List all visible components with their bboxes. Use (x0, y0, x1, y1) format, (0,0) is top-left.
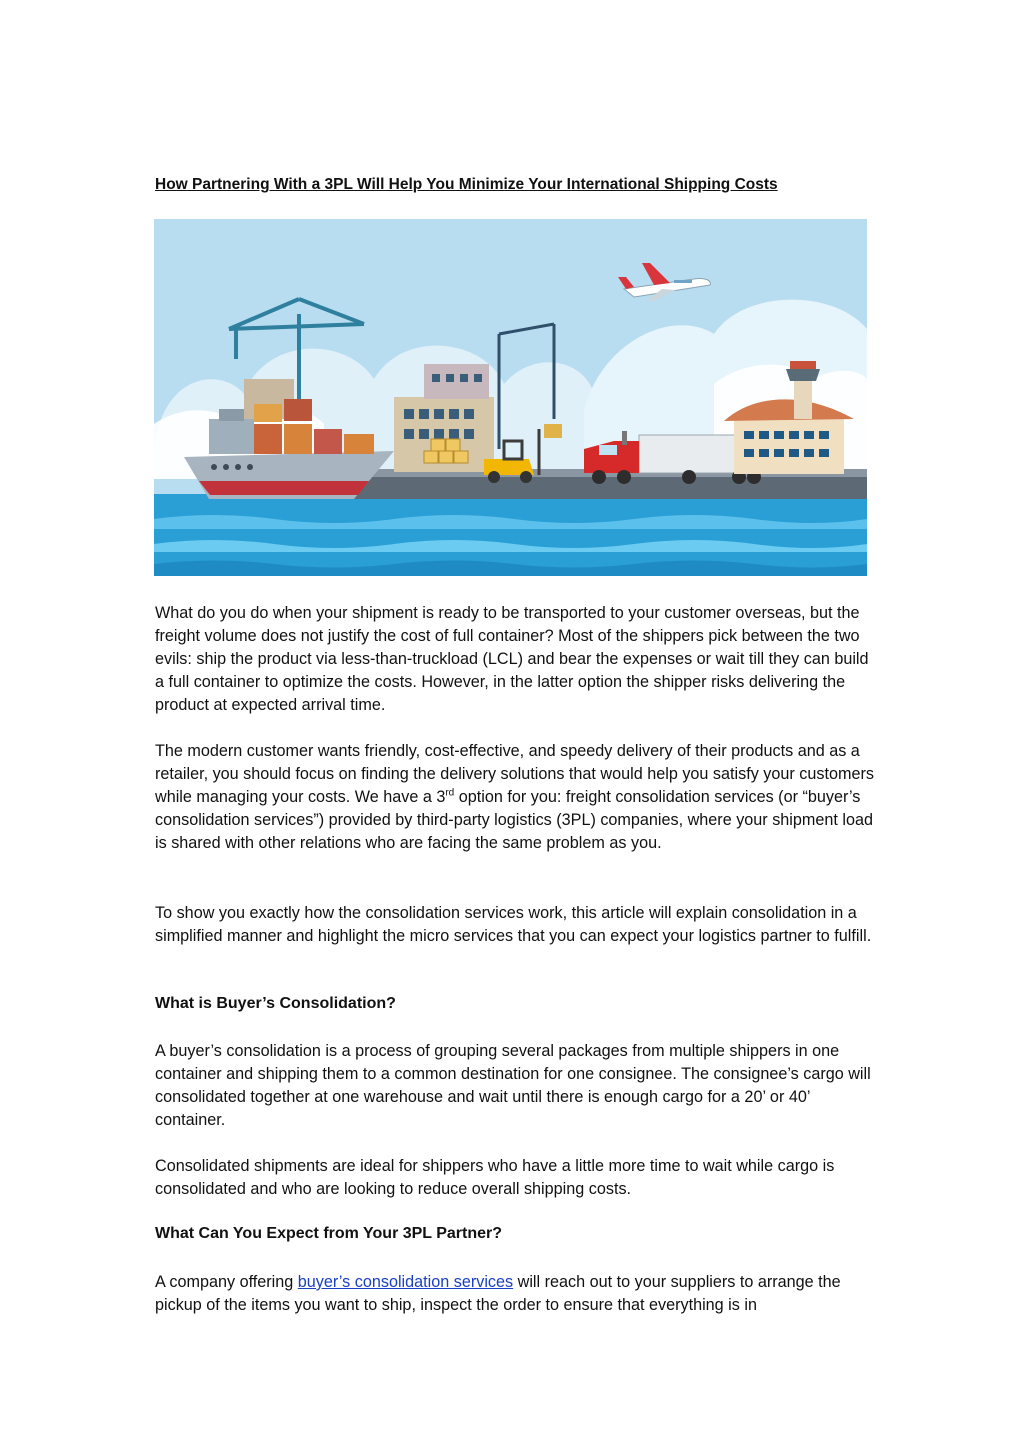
ordinal-suffix: rd (445, 787, 455, 799)
paragraph-company-offering-part2: will reach out to your suppliers to arrange the pickup of the items you want to ship, inspect the order to ensure that everything is in (155, 1273, 841, 1314)
paragraph-company-offering (155, 1271, 875, 1317)
paragraph-modern-customer-part1: The modern customer wants friendly, cost-effective, and speedy delivery of their products and as a retailer, you should focus on finding the delivery solutions that would help you satisfy your customers while managing your costs. We have a 3 (155, 742, 874, 806)
heading-what-to-expect-from-3pl: What Can You Expect from Your 3PL Partner? (155, 1225, 503, 1242)
paragraph-modern-customer-part2: option for you: freight consolidation services (or “buyer’s consolidation services”) provided by third-party logistics (3PL) companies, where your shipment load is shared with other relations who are facing the same problem as you. (155, 788, 873, 852)
paragraph-modern-customer (155, 740, 875, 855)
hero-illustration (154, 219, 867, 576)
paragraph-intro: What do you do when your shipment is ready to be transported to your customer overseas, but the freight volume does not justify the cost of full container? Most of the shippers pick between the two evils: ship the product via less-than-truckload (LCL) and bear the expenses or wait till they can build a full container to optimize the costs. However, in the latter option the shipper risks delivering the product at expected arrival time. (155, 604, 869, 714)
heading-what-is-buyers-consolidation: What is Buyer’s Consolidation? (155, 995, 396, 1012)
buyers-consolidation-services-link[interactable]: buyer’s consolidation services (297, 1273, 514, 1291)
paragraph-buyers-consolidation-definition: A buyer’s consolidation is a process of grouping several packages from multiple shippers in one container and shipping them to a common destination for one consignee. The consignee’s cargo will consolidated together at one warehouse and wait until there is enough cargo for a 20’ or 40’ container. (155, 1042, 871, 1129)
paragraph-company-offering-part1: A company offering (155, 1273, 298, 1291)
article-title: How Partnering With a 3PL Will Help You Minimize Your International Shipping Costs (155, 176, 778, 193)
paragraph-article-overview: To show you exactly how the consolidation services work, this article will explain consolidation in a simplified manner and highlight the micro services that you can expect your logistics partner to fulfill. (155, 904, 872, 945)
port-logistics-illustration-icon (154, 219, 867, 576)
paragraph-consolidated-shipments: Consolidated shipments are ideal for shippers who have a little more time to wait while cargo is consolidated and who are looking to reduce overall shipping costs. (155, 1157, 835, 1198)
